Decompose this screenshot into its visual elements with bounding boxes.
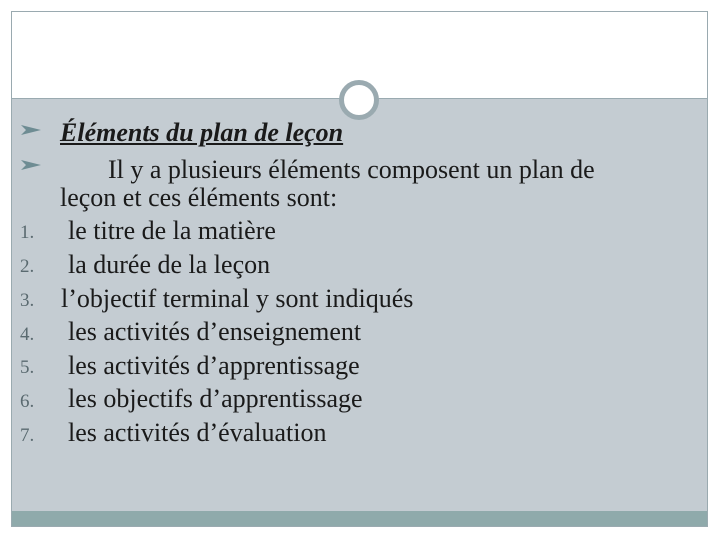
footer-bar [12,511,707,526]
list-number: 6. [20,391,35,412]
intro-line-2: leçon et ces éléments sont: [60,183,338,212]
list-item: le titre de la matière [68,216,276,245]
list-item: la durée de la leçon [68,250,271,279]
intro-line-1: Il y a plusieurs éléments composent un plan de [108,155,595,184]
list-item: les objectifs d’apprentissage [68,384,363,413]
bullet-icon [20,152,42,182]
bullet-icon [20,117,42,147]
decorative-circle-icon [339,80,379,120]
list-number: 5. [20,357,35,378]
list-number: 3. [20,290,35,311]
list-item: les activités d’enseignement [68,317,362,346]
list-number: 2. [20,256,35,277]
list-item: les activités d’évaluation [68,418,327,447]
list-item: les activités d’apprentissage [68,351,360,380]
list-number: 4. [20,324,35,345]
list-number: 7. [20,425,35,446]
list-number: 1. [20,222,35,243]
list-item: l’objectif terminal y sont indiqués [61,284,414,313]
slide-heading: Éléments du plan de leçon [60,118,344,147]
